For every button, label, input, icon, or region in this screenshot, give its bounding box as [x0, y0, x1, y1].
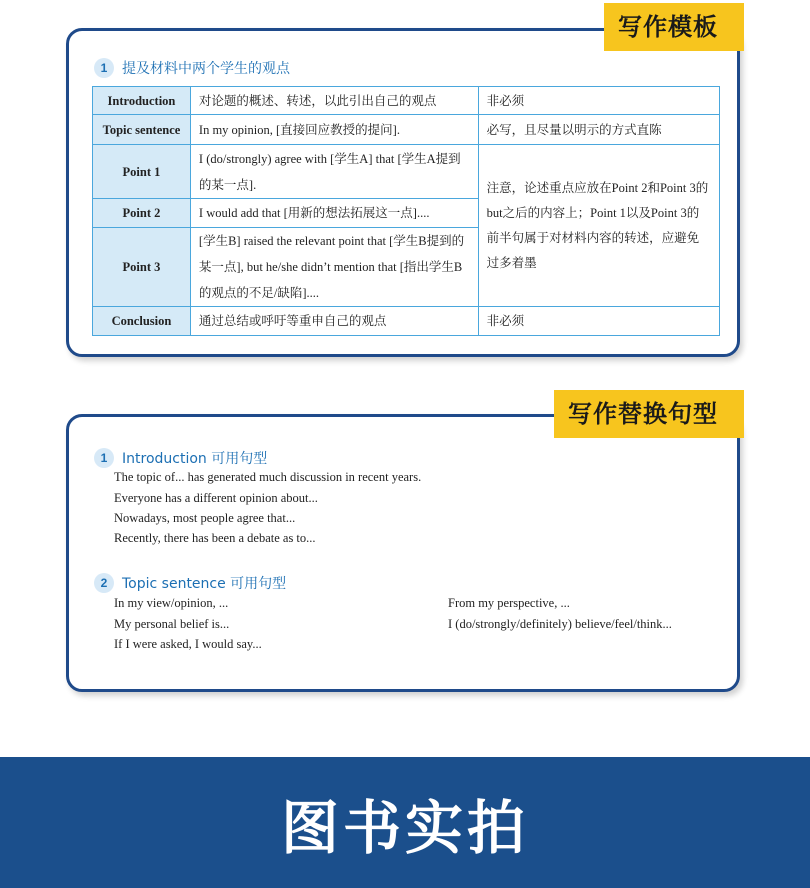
banner-text: 图书实拍: [280, 793, 529, 862]
row-content: I (do/strongly) agree with [学生A] that [学生A提到的某一点].: [190, 145, 478, 199]
row-content: 通过总结或呼吁等重申自己的观点: [190, 307, 478, 336]
topic-heading: [94, 573, 286, 593]
points-note: 注意，论述重点应放在Point 2和Point 3的but之后的内容上；Point 1以及Point 3的前半句属于对材料内容的转述，应避免过多着墨: [478, 145, 719, 307]
row-label: Conclusion: [93, 307, 191, 336]
phrase-item: Recently, there has been a debate as to...: [114, 531, 316, 545]
phrase-item: The topic of... has generated much discussion in recent years.: [114, 470, 422, 484]
table-row: [93, 145, 720, 199]
row-content: I would add that [用新的想法拓展这一点]....: [190, 199, 478, 228]
row-note: 非必须: [478, 307, 719, 336]
row-label: Point 3: [93, 228, 191, 307]
phrase-item: In my view/opinion, ...: [114, 596, 229, 610]
phrase-item: From my perspective, ...: [448, 596, 570, 610]
template-heading: [94, 58, 290, 78]
replace-tag: 写作替换句型: [554, 390, 744, 438]
row-label: Point 1: [93, 145, 191, 199]
table-row: [93, 307, 720, 336]
row-label: Topic sentence: [93, 115, 191, 145]
section-number-badge: 1: [94, 58, 114, 78]
bottom-banner: [0, 757, 810, 888]
phrase-item: Nowadays, most people agree that...: [114, 511, 296, 525]
row-content: In my opinion, [直接回应教授的提问].: [190, 115, 478, 145]
topic-heading-text: Topic sentence 可用句型: [122, 576, 287, 592]
table-row: [93, 87, 720, 115]
intro-heading: [94, 448, 267, 468]
phrase-item: If I were asked, I would say...: [114, 637, 262, 651]
table-row: [93, 115, 720, 145]
template-table: [92, 86, 720, 336]
section-number-badge: 2: [94, 573, 114, 593]
row-label: Point 2: [93, 199, 191, 228]
section-number-badge: 1: [94, 448, 114, 468]
row-content: 对论题的概述、转述，以此引出自己的观点: [190, 87, 478, 115]
phrase-item: Everyone has a different opinion about...: [114, 491, 318, 505]
row-note: 必写，且尽量以明示的方式直陈: [478, 115, 719, 145]
phrase-item: I (do/strongly/definitely) believe/feel/think...: [448, 617, 672, 631]
row-note: 非必须: [478, 87, 719, 115]
template-tag: 写作模板: [604, 3, 744, 51]
intro-heading-text: Introduction 可用句型: [122, 451, 268, 467]
phrase-item: My personal belief is...: [114, 617, 230, 631]
row-label: Introduction: [93, 87, 191, 115]
template-heading-text: 提及材料中两个学生的观点: [122, 61, 290, 77]
row-content: [学生B] raised the relevant point that [学生B提到的某一点], but he/she didn’t mention that [指出学生B的观点的不足/缺陷]....: [190, 228, 478, 307]
